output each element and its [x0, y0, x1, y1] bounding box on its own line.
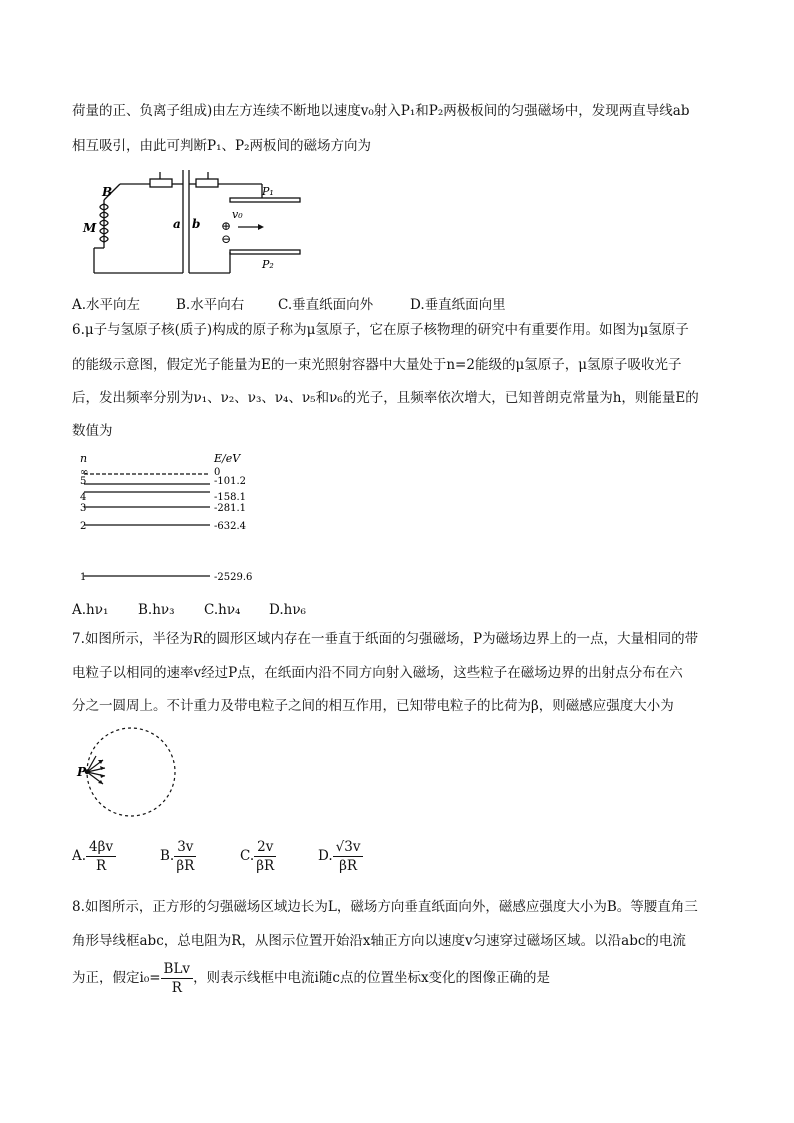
q5-label-M: M: [83, 221, 97, 235]
q6-level-n: 4: [80, 492, 87, 503]
q7-option-c-num: 2v: [254, 838, 276, 857]
q7-text-line3: 分之一圆周上。不计重力及带电粒子之间的相互作用，已知带电粒子的比荷为β，则磁感应强度大小为: [72, 698, 674, 714]
q5-label-a: a: [173, 217, 181, 231]
q5-label-B: B: [102, 185, 113, 199]
q5-label-v0: v₀: [232, 208, 243, 221]
q7-option-a: [72, 838, 116, 875]
q7-option-d-den: βR: [339, 858, 358, 874]
q7-option-b-fraction: [174, 838, 196, 875]
q6-level-n: 2: [80, 521, 87, 532]
q6-level-energy: 0: [214, 467, 221, 478]
q7-option-d-fraction: [333, 838, 364, 875]
q6-level-energy: -101.2: [214, 476, 247, 487]
q6-option-b: B.hν₃: [138, 602, 175, 618]
q6-level-n: 5: [80, 476, 87, 487]
q6-level-n: ∞: [80, 467, 89, 478]
q7-option-c-letter: C.: [240, 848, 255, 864]
q5-minus-ion: ⊖: [221, 232, 232, 246]
q8-text-line1: 8.如图所示，正方形的匀强磁场区域边长为L，磁场方向垂直纸面向外，磁感应强度大小为B。等腰直角三: [72, 899, 698, 915]
q7-option-a-fraction: [86, 838, 116, 875]
q7-option-d-num: √3v: [333, 838, 364, 857]
q7-option-c: [240, 838, 276, 875]
q5-label-P2: P₂: [262, 258, 274, 271]
q7-option-a-den: R: [95, 858, 107, 874]
q5-label-b: b: [192, 217, 201, 231]
q5-option-d: D.垂直纸面向里: [410, 297, 506, 313]
q7-option-c-fraction: [254, 838, 276, 875]
q7-option-b: [160, 838, 196, 875]
q7-option-d: [318, 838, 363, 875]
q5-option-b: B.水平向右: [176, 297, 245, 313]
q6-text-line2: 的能级示意图，假定光子能量为E的一束光照射容器中大量处于n=2能级的μ氢原子，μ氢原子吸收光子: [72, 357, 682, 373]
q6-level-n: 1: [80, 572, 87, 583]
q8-text-line3-post: ，则表示线框中电流i随c点的位置坐标x变化的图像正确的是: [193, 970, 551, 986]
q7-text-line1: 7.如图所示，半径为R的圆形区域内存在一垂直于纸面的匀强磁场，P为磁场边界上的一点，大量相同的带: [72, 631, 699, 647]
q6-text-line1: 6.μ子与氢原子核(质子)构成的原子称为μ氢原子，它在原子核物理的研究中有重要作用。如图为μ氢原子: [72, 322, 689, 338]
q6-text-line3: 后，发出频率分别为ν₁、ν₂、ν₃、ν₄、ν₅和ν₆的光子，且频率依次增大，已知普朗克常量为h，则能量E的: [72, 390, 699, 406]
q7-option-d-letter: D.: [318, 848, 333, 864]
q6-level-energy: -158.1: [214, 492, 247, 503]
q8-i0-fraction: [161, 960, 194, 997]
q6-level-energy: -281.1: [214, 503, 247, 514]
q8-text-line2: 角形导线框abc，总电阻为R，从图示位置开始沿x轴正方向以速度v匀速穿过磁场区域。以沿abc的电流: [72, 933, 686, 949]
q8-i0-num: BLv: [161, 960, 194, 979]
q7-option-c-den: βR: [256, 858, 275, 874]
q6-level-n: 3: [80, 503, 87, 514]
q6-axis-e-label: E/eV: [214, 452, 241, 465]
q5-plus-ion: ⊕: [221, 219, 232, 233]
q6-axis-n-label: n: [80, 452, 88, 465]
q6-level-energy: -632.4: [214, 521, 247, 532]
q5-text-line1: 荷量的正、负离子组成)由左方连续不断地以速度v₀射入P₁和P₂两极板间的匀强磁场中，发现两直导线ab: [72, 103, 690, 119]
q7-option-a-num: 4βv: [86, 838, 116, 857]
q8-i0-den: R: [171, 980, 182, 996]
q6-text-line4: 数值为: [72, 423, 113, 439]
q8-text-line3-pre: 为正，假定i₀=: [72, 970, 161, 986]
q8-text-line3: [72, 960, 550, 997]
q6-level-energy: -2529.6: [214, 572, 253, 583]
q7-option-b-num: 3v: [174, 838, 196, 857]
q5-option-a: A.水平向左: [72, 297, 141, 313]
q5-label-P1: P₁: [262, 185, 274, 198]
q7-option-b-den: βR: [176, 858, 195, 874]
q5-text-line2: 相互吸引，由此可判断P₁、P₂两板间的磁场方向为: [72, 138, 371, 154]
q6-option-d: D.hν₆: [269, 602, 306, 618]
q7-option-a-letter: A.: [72, 848, 87, 864]
q6-option-c: C.hν₄: [204, 602, 241, 618]
q7-circle-figure: [76, 724, 186, 824]
q7-text-line2: 电粒子以相同的速率v经过P点，在纸面内沿不同方向射入磁场，这些粒子在磁场边界的出射点分布在六: [72, 665, 683, 681]
q7-option-b-letter: B.: [160, 848, 175, 864]
q7-label-P: P: [77, 765, 87, 779]
q5-option-c: C.垂直纸面向外: [278, 297, 374, 313]
q5-circuit-figure: [80, 168, 310, 280]
q6-energy-level-diagram: [74, 452, 264, 584]
q6-option-a: A.hν₁: [72, 602, 109, 618]
